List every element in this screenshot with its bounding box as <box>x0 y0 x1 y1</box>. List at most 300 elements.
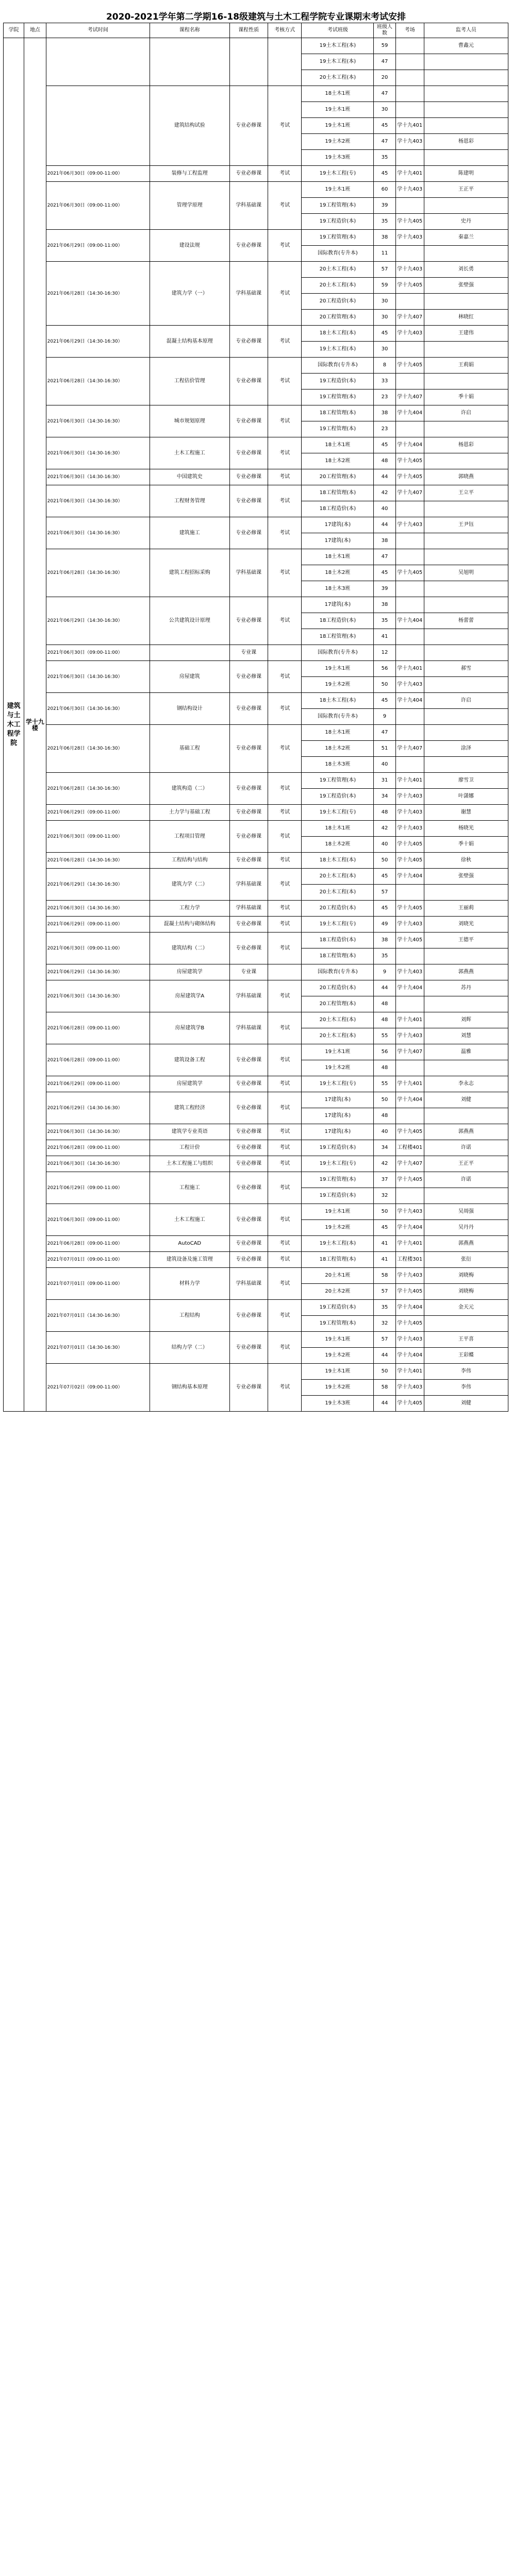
course-nature-cell: 专业必修课 <box>229 725 268 773</box>
class-size-cell: 35 <box>374 1300 395 1316</box>
table-body <box>4 38 508 1412</box>
invigilator-cell <box>424 501 508 517</box>
exam-class-cell: 19工程管理(本) <box>302 389 374 405</box>
exam-class-cell: 18土木1班 <box>302 821 374 837</box>
header-course-nature: 课程性质 <box>229 23 268 38</box>
course-name-cell: 建筑力学（二） <box>150 869 229 901</box>
table-row <box>4 933 508 948</box>
course-nature-cell: 专业必修课 <box>229 230 268 262</box>
course-name-cell: 建筑设备及施工管理 <box>150 1252 229 1268</box>
class-size-cell: 41 <box>374 1236 395 1252</box>
course-name-cell: 建筑设备工程 <box>150 1044 229 1076</box>
exam-room-cell: 学十九404 <box>395 1300 424 1316</box>
exam-method-cell: 考试 <box>268 1172 302 1204</box>
invigilator-cell: 王德平 <box>424 933 508 948</box>
exam-class-cell: 19工程管理(本) <box>302 773 374 789</box>
invigilator-cell <box>424 629 508 645</box>
exam-class-cell: 20工程造价(本) <box>302 294 374 310</box>
exam-class-cell: 19土木2班 <box>302 677 374 693</box>
exam-time-cell: 2021年06月30日（09:00-11:00） <box>46 182 150 230</box>
course-nature-cell: 专业必修课 <box>229 853 268 869</box>
table-row <box>4 230 508 246</box>
exam-class-cell: 20土木工程(本) <box>302 70 374 86</box>
invigilator-cell: 张衍 <box>424 1252 508 1268</box>
exam-room-cell: 学十九404 <box>395 613 424 629</box>
exam-class-cell: 18土木1班 <box>302 549 374 565</box>
exam-room-cell: 学十九405 <box>395 933 424 948</box>
course-nature-cell: 专业必修课 <box>229 1156 268 1172</box>
invigilator-cell: 谢慧 <box>424 805 508 821</box>
invigilator-cell: 涂泽 <box>424 741 508 757</box>
invigilator-cell: 廖雪卫 <box>424 773 508 789</box>
invigilator-cell: 王立平 <box>424 485 508 501</box>
course-nature-cell: 专业必修课 <box>229 1092 268 1124</box>
invigilator-cell <box>424 70 508 86</box>
class-size-cell: 57 <box>374 885 395 901</box>
class-size-cell: 45 <box>374 166 395 182</box>
exam-time-cell: 2021年06月30日（14:30-16:30） <box>46 437 150 469</box>
course-name-cell: 建筑结构试验 <box>150 86 229 166</box>
invigilator-cell: 徐秋 <box>424 853 508 869</box>
exam-room-cell: 学十九401 <box>395 1012 424 1028</box>
exam-method-cell: 考试 <box>268 821 302 853</box>
course-nature-cell: 学科基础课 <box>229 549 268 597</box>
class-size-cell: 39 <box>374 581 395 597</box>
exam-class-cell: 18土木1班 <box>302 437 374 453</box>
invigilator-cell: 李伟 <box>424 1364 508 1380</box>
exam-time-cell: 2021年06月30日（09:00-11:00） <box>46 166 150 182</box>
exam-class-cell: 18工程管理(本) <box>302 629 374 645</box>
exam-class-cell: 18工程管理(本) <box>302 405 374 421</box>
exam-method-cell: 考试 <box>268 485 302 517</box>
invigilator-cell <box>424 453 508 469</box>
invigilator-cell <box>424 294 508 310</box>
exam-class-cell: 18土木工程(本) <box>302 853 374 869</box>
course-name-cell: AutoCAD <box>150 1236 229 1252</box>
class-size-cell: 30 <box>374 102 395 118</box>
class-size-cell: 47 <box>374 725 395 741</box>
table-row <box>4 1092 508 1108</box>
exam-room-cell: 学十九405 <box>395 1172 424 1188</box>
header-exam-class: 考试班级 <box>302 23 374 38</box>
invigilator-cell <box>424 757 508 773</box>
table-row <box>4 917 508 933</box>
header-exam-method: 考核方式 <box>268 23 302 38</box>
exam-time-cell: 2021年06月30日（09:00-11:00） <box>46 1204 150 1236</box>
exam-method-cell: 考试 <box>268 1012 302 1044</box>
exam-room-cell: 学十九407 <box>395 310 424 326</box>
exam-class-cell: 19土木工程(专) <box>302 1076 374 1092</box>
exam-room-cell <box>395 549 424 565</box>
exam-room-cell: 学十九407 <box>395 1156 424 1172</box>
class-size-cell: 12 <box>374 645 395 661</box>
invigilator-cell: 许诺 <box>424 1140 508 1156</box>
invigilator-cell <box>424 581 508 597</box>
exam-room-cell: 学十九403 <box>395 230 424 246</box>
exam-class-cell: 18工程管理(本) <box>302 1252 374 1268</box>
exam-class-cell: 18工程造价(本) <box>302 933 374 948</box>
exam-room-cell: 学十九404 <box>395 405 424 421</box>
exam-method-cell: 考试 <box>268 469 302 485</box>
course-nature-cell: 专业必修课 <box>229 661 268 693</box>
exam-class-cell: 17建筑(本) <box>302 1092 374 1108</box>
class-size-cell: 42 <box>374 821 395 837</box>
invigilator-cell: 郭燕燕 <box>424 964 508 980</box>
exam-time-cell: 2021年06月28日（14:30-16:30） <box>46 853 150 869</box>
exam-room-cell: 工程楼301 <box>395 1252 424 1268</box>
class-size-cell: 35 <box>374 214 395 230</box>
class-size-cell: 49 <box>374 917 395 933</box>
exam-room-cell <box>395 294 424 310</box>
page-title: 2020-2021学年第二学期16-18级建筑与土木工程学院专业课期末考试安排 <box>106 12 406 22</box>
table-row <box>4 901 508 917</box>
table-row <box>4 980 508 996</box>
class-size-cell: 34 <box>374 789 395 805</box>
class-size-cell: 41 <box>374 1252 395 1268</box>
class-size-cell: 38 <box>374 405 395 421</box>
exam-time-cell: 2021年06月29日（14:30-16:30） <box>46 1092 150 1124</box>
class-size-cell: 30 <box>374 342 395 358</box>
course-name-cell: 土木工程施工与组织 <box>150 1156 229 1172</box>
class-size-cell: 44 <box>374 1396 395 1412</box>
table-row <box>4 1252 508 1268</box>
course-nature-cell: 专业必修课 <box>229 326 268 358</box>
exam-time-cell: 2021年06月30日（14:30-16:30） <box>46 661 150 693</box>
exam-room-cell: 学十九401 <box>395 118 424 134</box>
invigilator-cell: 李永志 <box>424 1076 508 1092</box>
course-name-cell: 结构力学（二） <box>150 1332 229 1364</box>
exam-room-cell <box>395 996 424 1012</box>
exam-room-cell: 学十九403 <box>395 326 424 342</box>
exam-time-cell: 2021年06月28日（09:00-11:00） <box>46 1044 150 1076</box>
class-size-cell: 50 <box>374 677 395 693</box>
exam-class-cell: 20土木工程(本) <box>302 869 374 885</box>
class-size-cell: 20 <box>374 70 395 86</box>
course-name-cell: 工程计价 <box>150 1140 229 1156</box>
exam-class-cell: 19土木1班 <box>302 102 374 118</box>
exam-room-cell: 学十九405 <box>395 1396 424 1412</box>
exam-method-cell: 考试 <box>268 661 302 693</box>
course-nature-cell: 学科基础课 <box>229 869 268 901</box>
class-size-cell: 35 <box>374 150 395 166</box>
course-nature-cell: 专业必修课 <box>229 166 268 182</box>
exam-class-cell: 19土木2班 <box>302 134 374 150</box>
exam-class-cell: 18土木2班 <box>302 565 374 581</box>
exam-method-cell: 考试 <box>268 1364 302 1412</box>
class-size-cell: 44 <box>374 980 395 996</box>
exam-room-cell <box>395 709 424 725</box>
course-nature-cell: 专业必修课 <box>229 917 268 933</box>
class-size-cell: 47 <box>374 86 395 102</box>
exam-room-cell <box>395 246 424 262</box>
exam-class-cell: 20土木工程(本) <box>302 885 374 901</box>
class-size-cell: 48 <box>374 1060 395 1076</box>
class-size-cell: 33 <box>374 374 395 389</box>
header-exam-time: 考试时间 <box>46 23 150 38</box>
exam-room-cell: 学十九401 <box>395 166 424 182</box>
course-name-cell: 装修与工程监理 <box>150 166 229 182</box>
exam-room-cell <box>395 885 424 901</box>
course-name-cell: 建筑构造（二） <box>150 773 229 805</box>
exam-method-cell: 考试 <box>268 166 302 182</box>
invigilator-cell: 许诺 <box>424 1172 508 1188</box>
class-size-cell: 47 <box>374 134 395 150</box>
exam-time-cell: 2021年06月30日（14:30-16:30） <box>46 1156 150 1172</box>
exam-class-cell: 19土木1班 <box>302 1364 374 1380</box>
class-size-cell: 40 <box>374 757 395 773</box>
exam-class-cell: 18土木2班 <box>302 741 374 757</box>
course-name-cell: 建筑工程招标采购 <box>150 549 229 597</box>
exam-time-cell: 2021年06月30日（14:30-16:30） <box>46 405 150 437</box>
exam-room-cell <box>395 725 424 741</box>
exam-class-cell: 18工程管理(本) <box>302 948 374 964</box>
exam-room-cell: 学十九403 <box>395 134 424 150</box>
exam-class-cell: 19土木1班 <box>302 182 374 198</box>
course-nature-cell: 专业课 <box>229 964 268 980</box>
exam-room-cell: 学十九403 <box>395 1204 424 1220</box>
exam-class-cell: 19土木3班 <box>302 1396 374 1412</box>
class-size-cell: 48 <box>374 805 395 821</box>
exam-room-cell: 学十九403 <box>395 1332 424 1348</box>
invigilator-cell: 刘健 <box>424 1092 508 1108</box>
exam-method-cell: 考试 <box>268 853 302 869</box>
table-row <box>4 182 508 198</box>
course-nature-cell: 专业必修课 <box>229 773 268 805</box>
exam-class-cell: 20工程管理(本) <box>302 469 374 485</box>
table-row <box>4 1156 508 1172</box>
invigilator-cell <box>424 1060 508 1076</box>
class-size-cell: 45 <box>374 118 395 134</box>
exam-time-cell: 2021年07月01日（14:30-16:30） <box>46 1332 150 1364</box>
exam-method-cell: 考试 <box>268 1044 302 1076</box>
class-size-cell: 9 <box>374 964 395 980</box>
invigilator-cell: 温雅 <box>424 1044 508 1060</box>
exam-room-cell: 学十九403 <box>395 262 424 278</box>
exam-class-cell: 19土木2班 <box>302 1380 374 1396</box>
invigilator-cell: 王正平 <box>424 182 508 198</box>
exam-class-cell: 19工程管理(本) <box>302 198 374 214</box>
exam-room-cell: 学十九405 <box>395 1124 424 1140</box>
exam-room-cell <box>395 757 424 773</box>
invigilator-cell: 吴旭明 <box>424 565 508 581</box>
class-size-cell: 42 <box>374 485 395 501</box>
exam-class-cell: 19土木2班 <box>302 1220 374 1236</box>
class-size-cell: 30 <box>374 310 395 326</box>
exam-class-cell: 18土木工程(本) <box>302 326 374 342</box>
exam-method-cell <box>268 964 302 980</box>
exam-class-cell: 17建筑(本) <box>302 597 374 613</box>
exam-method-cell: 考试 <box>268 230 302 262</box>
table-row <box>4 549 508 565</box>
invigilator-cell: 郭晓燕 <box>424 469 508 485</box>
exam-time-cell <box>46 38 150 86</box>
course-nature-cell: 专业必修课 <box>229 1204 268 1236</box>
invigilator-cell: 张壁强 <box>424 869 508 885</box>
course-name-cell: 钢结构基本原理 <box>150 1364 229 1412</box>
invigilator-cell: 季十娟 <box>424 389 508 405</box>
table-row <box>4 964 508 980</box>
exam-time-cell: 2021年06月28日（09:00-11:00） <box>46 1012 150 1044</box>
invigilator-cell <box>424 725 508 741</box>
exam-method-cell: 考试 <box>268 1140 302 1156</box>
header-course-name: 课程名称 <box>150 23 229 38</box>
table-header-row <box>4 23 508 38</box>
table-row <box>4 1044 508 1060</box>
class-size-cell: 57 <box>374 262 395 278</box>
exam-method-cell <box>268 38 302 86</box>
course-nature-cell: 专业必修课 <box>229 1332 268 1364</box>
exam-class-cell: 19土木1班 <box>302 661 374 677</box>
exam-class-cell: 18土木2班 <box>302 453 374 469</box>
invigilator-cell: 许启 <box>424 693 508 709</box>
class-size-cell: 56 <box>374 1044 395 1060</box>
exam-time-cell: 2021年06月30日（09:00-11:00） <box>46 933 150 964</box>
exam-class-cell: 18工程管理(本) <box>302 485 374 501</box>
invigilator-cell <box>424 102 508 118</box>
invigilator-cell <box>424 1316 508 1332</box>
class-size-cell: 50 <box>374 1204 395 1220</box>
exam-class-cell: 19土木工程(专) <box>302 917 374 933</box>
course-name-cell: 公共建筑设计原理 <box>150 597 229 645</box>
class-size-cell: 38 <box>374 933 395 948</box>
course-name-cell: 房屋建筑学B <box>150 1012 229 1044</box>
exam-room-cell: 学十九407 <box>395 741 424 757</box>
table-row <box>4 1124 508 1140</box>
table-row <box>4 725 508 741</box>
invigilator-cell: 林晓红 <box>424 310 508 326</box>
exam-room-cell <box>395 629 424 645</box>
class-size-cell: 45 <box>374 901 395 917</box>
table-row <box>4 1300 508 1316</box>
table-row <box>4 485 508 501</box>
invigilator-cell <box>424 342 508 358</box>
invigilator-cell: 刘慧 <box>424 1028 508 1044</box>
exam-room-cell <box>395 1108 424 1124</box>
class-size-cell: 56 <box>374 661 395 677</box>
course-name-cell: 材料力学 <box>150 1268 229 1300</box>
course-nature-cell: 专业必修课 <box>229 805 268 821</box>
course-name-cell: 中国建筑史 <box>150 469 229 485</box>
invigilator-cell: 金天元 <box>424 1300 508 1316</box>
class-size-cell: 34 <box>374 1140 395 1156</box>
class-size-cell: 8 <box>374 358 395 374</box>
exam-method-cell: 考试 <box>268 326 302 358</box>
course-name-cell: 工程估价管理 <box>150 358 229 405</box>
invigilator-cell <box>424 533 508 549</box>
invigilator-cell <box>424 1188 508 1204</box>
class-size-cell: 32 <box>374 1316 395 1332</box>
exam-room-cell: 学十九403 <box>395 789 424 805</box>
class-size-cell: 48 <box>374 1012 395 1028</box>
invigilator-cell <box>424 150 508 166</box>
exam-class-cell: 国际教育(专升本) <box>302 964 374 980</box>
invigilator-cell: 史丹 <box>424 214 508 230</box>
table-row <box>4 1364 508 1380</box>
exam-class-cell: 20土木工程(本) <box>302 1012 374 1028</box>
class-size-cell: 40 <box>374 1124 395 1140</box>
invigilator-cell: 王莉娟 <box>424 358 508 374</box>
course-nature-cell: 专业必修课 <box>229 1364 268 1412</box>
exam-room-cell: 学十九403 <box>395 182 424 198</box>
exam-method-cell: 考试 <box>268 517 302 549</box>
exam-method-cell: 考试 <box>268 805 302 821</box>
course-name-cell: 基础工程 <box>150 725 229 773</box>
exam-method-cell: 考试 <box>268 773 302 805</box>
invigilator-cell <box>424 597 508 613</box>
exam-room-cell: 学十九405 <box>395 853 424 869</box>
table-row <box>4 661 508 677</box>
course-name-cell: 工程施工 <box>150 1172 229 1204</box>
exam-method-cell: 考试 <box>268 1156 302 1172</box>
exam-time-cell: 2021年06月28日（14:30-16:30） <box>46 549 150 597</box>
exam-class-cell: 19土木2班 <box>302 1348 374 1364</box>
header-college: 学院 <box>4 23 24 38</box>
exam-time-cell <box>46 86 150 166</box>
class-size-cell: 41 <box>374 629 395 645</box>
exam-class-cell: 19工程造价(本) <box>302 374 374 389</box>
class-size-cell: 48 <box>374 1108 395 1124</box>
class-size-cell: 60 <box>374 182 395 198</box>
invigilator-cell: 王建伟 <box>424 326 508 342</box>
class-size-cell: 45 <box>374 1220 395 1236</box>
exam-class-cell: 18土木1班 <box>302 86 374 102</box>
course-nature-cell: 专业必修课 <box>229 821 268 853</box>
exam-time-cell: 2021年06月28日（14:30-16:30） <box>46 262 150 326</box>
exam-method-cell: 考试 <box>268 1300 302 1332</box>
invigilator-cell: 季十娟 <box>424 837 508 853</box>
exam-room-cell <box>395 501 424 517</box>
exam-room-cell <box>395 86 424 102</box>
class-size-cell: 50 <box>374 1092 395 1108</box>
exam-room-cell <box>395 374 424 389</box>
course-name-cell <box>150 38 229 86</box>
exam-method-cell: 考试 <box>268 437 302 469</box>
exam-class-cell: 17建筑(本) <box>302 533 374 549</box>
course-nature-cell: 专业必修课 <box>229 1172 268 1204</box>
course-nature-cell: 学科基础课 <box>229 980 268 1012</box>
course-nature-cell: 专业课 <box>229 645 268 661</box>
exam-room-cell: 学十九404 <box>395 980 424 996</box>
class-size-cell: 51 <box>374 741 395 757</box>
course-nature-cell: 专业必修课 <box>229 358 268 405</box>
exam-class-cell: 19工程管理(本) <box>302 230 374 246</box>
exam-room-cell: 学十九404 <box>395 1220 424 1236</box>
exam-class-cell: 19工程造价(本) <box>302 1188 374 1204</box>
exam-room-cell: 学十九405 <box>395 565 424 581</box>
exam-class-cell: 国际教育(专升本) <box>302 246 374 262</box>
table-row <box>4 805 508 821</box>
course-nature-cell: 专业必修课 <box>229 1300 268 1332</box>
invigilator-cell <box>424 198 508 214</box>
table-row <box>4 1172 508 1188</box>
exam-class-cell: 20工程管理(本) <box>302 996 374 1012</box>
header-location: 地点 <box>24 23 46 38</box>
table-row <box>4 38 508 54</box>
exam-class-cell: 19工程造价(本) <box>302 789 374 805</box>
exam-class-cell: 国际教育(专升本) <box>302 645 374 661</box>
exam-class-cell: 18土木1班 <box>302 725 374 741</box>
course-name-cell: 钢结构设计 <box>150 693 229 725</box>
invigilator-cell: 刘晓梅 <box>424 1284 508 1300</box>
exam-class-cell: 19土木工程(本) <box>302 54 374 70</box>
table-row <box>4 1076 508 1092</box>
exam-time-cell: 2021年06月30日（14:30-16:30） <box>46 980 150 1012</box>
invigilator-cell: 杨恩彩 <box>424 134 508 150</box>
exam-class-cell: 18土木3班 <box>302 581 374 597</box>
invigilator-cell <box>424 421 508 437</box>
exam-method-cell: 考试 <box>268 901 302 917</box>
exam-time-cell: 2021年06月28日（14:30-16:30） <box>46 725 150 773</box>
